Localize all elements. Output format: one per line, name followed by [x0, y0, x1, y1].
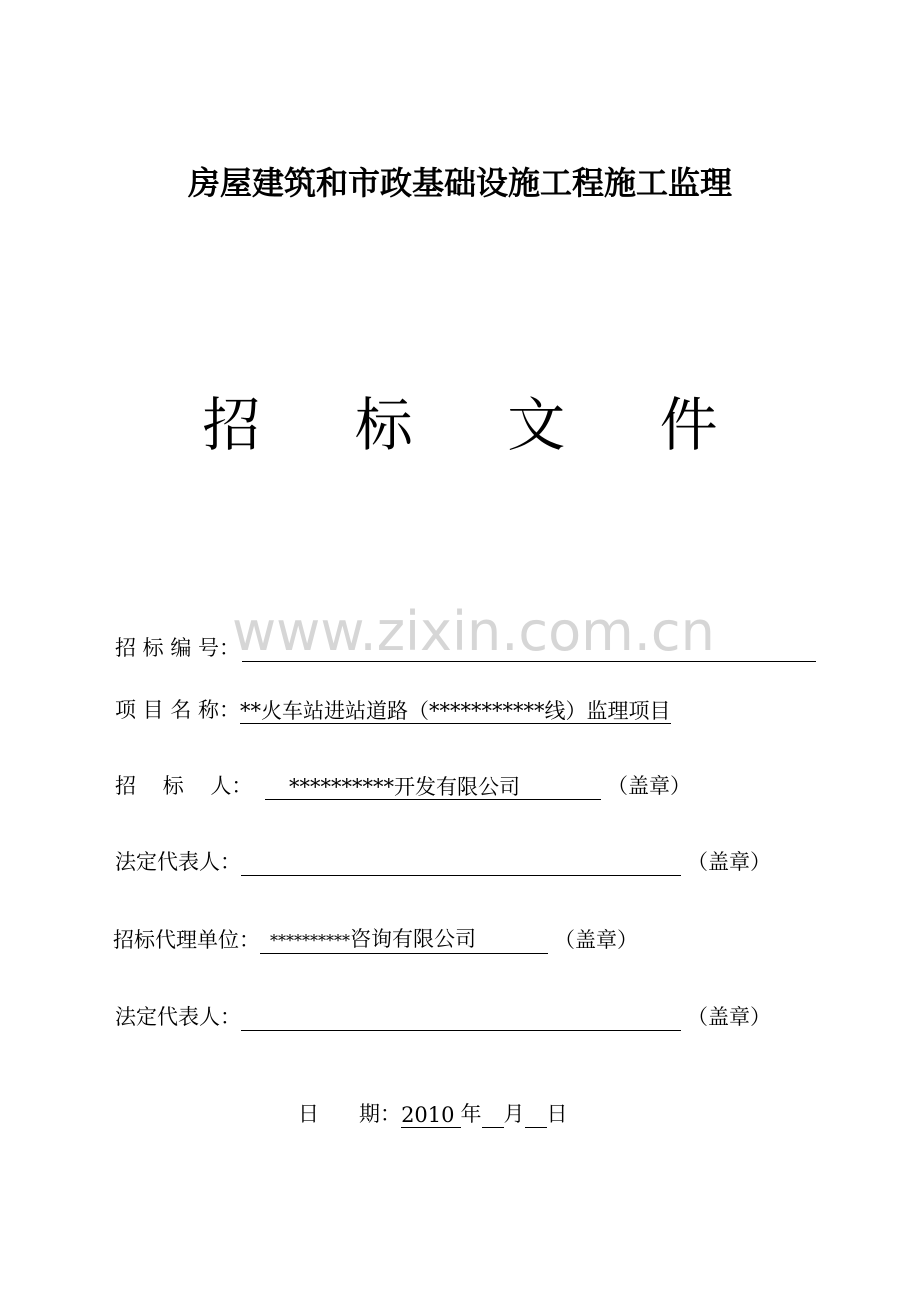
date-month-blank — [482, 1103, 504, 1128]
agency-value-text: 咨询有限公司 — [350, 927, 476, 951]
agency-label: 招标代理单位： — [113, 928, 260, 952]
date-month-unit: 月 — [503, 1102, 525, 1126]
date-year-unit: 年 — [460, 1102, 482, 1126]
tenderer-seal: （盖章） — [607, 774, 691, 798]
date-row — [298, 1100, 568, 1128]
legal-representative-label-2: 法定代表人： — [115, 1005, 241, 1029]
bid-number-row — [115, 634, 816, 662]
legal-representative-blank-2 — [241, 1006, 681, 1031]
project-name-label: 项 目 名 称： — [115, 698, 241, 722]
project-name-row — [115, 696, 671, 724]
legal-representative-seal-2: （盖章） — [687, 1005, 771, 1029]
watermark: www.zixin.com.cn — [232, 600, 715, 663]
agency-row — [113, 926, 638, 954]
date-year: 2010 — [401, 1103, 460, 1128]
legal-representative-label-1: 法定代表人： — [115, 850, 241, 874]
date-label: 日 期： — [298, 1102, 402, 1126]
tenderer-row — [115, 772, 691, 800]
legal-representative-row-2 — [115, 1003, 771, 1031]
agency-value — [260, 927, 548, 954]
bid-number-blank — [242, 637, 816, 662]
agency-seal: （盖章） — [554, 928, 638, 952]
agency-value-stars: ********** — [270, 931, 350, 950]
tenderer-label: 招 标 人： — [115, 774, 253, 798]
legal-representative-row-1 — [115, 848, 771, 876]
document-type-heading: 招 标 文 件 — [202, 391, 756, 459]
date-day-unit: 日 — [546, 1102, 568, 1126]
project-name-value: **火车站进站道路（***********线）监理项目 — [240, 699, 671, 723]
legal-representative-seal-1: （盖章） — [687, 850, 771, 874]
document-title: 房屋建筑和市政基础设施工程施工监理 — [187, 164, 732, 202]
legal-representative-blank-1 — [241, 851, 681, 876]
tenderer-value: **********开发有限公司 — [265, 775, 601, 800]
date-day-blank — [525, 1103, 547, 1128]
bid-number-label: 招 标 编 号： — [115, 636, 241, 660]
